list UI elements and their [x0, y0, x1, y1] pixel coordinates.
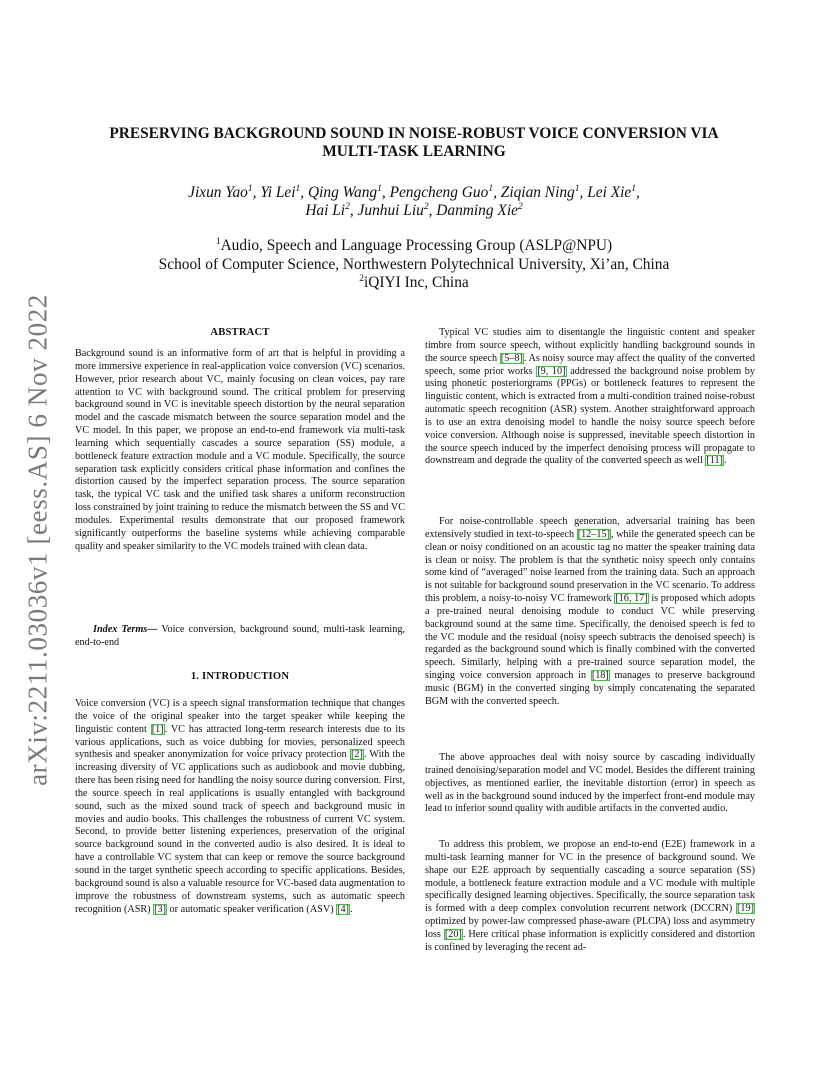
affiliation-1-name: Audio, Speech and Language Processing Group (ASLP@NPU): [220, 237, 613, 254]
citation-link[interactable]: [1]: [151, 723, 164, 735]
author-name: Yi Lei: [260, 184, 296, 201]
index-terms-label: Index Terms—: [93, 624, 158, 635]
author-affiliation-mark: 1: [574, 184, 580, 194]
author-affiliation-mark: 1: [377, 184, 382, 194]
citation-link[interactable]: [11]: [706, 455, 723, 467]
paragraph-text: Voice conversion (VC) is a speech signal transformation technique that changes the voice of the original speaker into the target speaker while keeping the linguistic content: [75, 698, 405, 735]
arxiv-identifier: arXiv:2211.03036v1 [eess.AS] 6 Nov 2022: [22, 294, 53, 786]
citation-link[interactable]: [20]: [444, 928, 462, 940]
authors-line-1: Jixun Yao$^1$, Yi Lei$^1$, Qing Wang$^1$, Pengcheng Guo$^1$, Ziqian Ning$^1$, Lei Xie$^1$,: [188, 184, 640, 201]
author-name: Ziqian Ning: [500, 184, 575, 201]
citation-link[interactable]: [4]: [337, 903, 350, 915]
paragraph-text: . VC has attracted long-term research interests due to its various applications, such as voice dubbing for movies, personalized speech synthesis and speaker anonymization for voice privacy protection: [75, 723, 406, 761]
affiliations: [80, 237, 748, 293]
paragraph-text: addressed the background noise problem by using phonetic posteriorgrams (PPGs) or bottleneck features to represent the linguistic content, which is extracted from a multi-condition trained noise-robust automatic speech recognition (ASR) system. Another straightforward approach is to use an extra denoising model to handle the noisy source speech before voice conversion. Although noise is suppressed, inevitable speech distortion in the source speech induced by the imperfect denoising process will propagate to downstream and degrade the quality of the converted speech as well: [425, 365, 755, 467]
citation-link[interactable]: [18]: [591, 670, 609, 682]
affiliation-mark: 2: [359, 274, 365, 284]
citation-link[interactable]: [12–15]: [577, 528, 610, 540]
paragraph-text: optimized by power-law compressed phase-aware (PLCPA) loss and asymmetry loss: [425, 916, 755, 940]
introduction-heading: 1. INTRODUCTION: [190, 671, 290, 682]
paragraph-text: is proposed which adopts a pre-trained neural denoising module to conduct VC while preserving background sound at the same time. Specifically, the denoised speech is fed to the VC module and the residual (noisy speech subtracts the denoised speech) is regarded as the background sound which is finally combined with the converted speech. Similarly, helping with a pre-trained source separation model, the singing voice conversion approach in: [425, 593, 755, 682]
author-affiliation-mark: 2: [423, 202, 429, 212]
author-name: Jixun Yao: [188, 184, 248, 201]
citation-link[interactable]: [19]: [737, 903, 754, 915]
paragraph-text: .: [350, 903, 353, 915]
affiliation-1-school: School of Computer Science, Northwestern Polytechnical University, Xi’an, China: [158, 255, 670, 273]
paragraph-text: To address this problem, we propose an end-to-end (E2E) framework in a multi-task learning manner for VC in the presence of background sound. We shape our E2E approach by sequentially cascading a source separation (SS) module, a bottleneck feature extraction module and a VC module with multiple specifically designed learning objectives. Specifically, the source separation task is formed with a deep complex convolution recurrent network (DCCRN): [425, 839, 755, 915]
citation-link[interactable]: [16, 17]: [615, 593, 648, 605]
citation-link[interactable]: [2]: [350, 749, 363, 761]
author-affiliation-mark: 2: [345, 202, 350, 212]
title-line-2: MULTI-TASK LEARNING: [322, 143, 506, 160]
index-terms-text: Voice conversion, background sound, multi-task learning, end-to-end: [75, 624, 405, 648]
title-line-1: PRESERVING BACKGROUND SOUND IN NOISE-ROBUST VOICE CONVERSION VIA: [109, 125, 719, 142]
author-name: Qing Wang: [308, 184, 378, 201]
citation-link[interactable]: [5–8]: [500, 352, 523, 364]
author-name: Danming Xie: [436, 202, 518, 219]
affiliation-1: [80, 237, 748, 256]
paragraph-text: . As noisy source may affect the quality of the converted speech, some prior works: [425, 352, 755, 377]
abstract-text: Background sound is an informative form of art that is helpful in providing a more immersive experience in real-application voice conversion (VC) scenarios. However, prior research about VC, mainly focusing on clean voices, pay rare attention to VC with background sound. The critical problem for preserving background sound in VC is inevitable speech distortion by the neural separation model and the cascade mismatch between the source separation model and the VC model. In this paper, we propose an end-to-end framework via multi-task learning which sequentially cascades a source separation (SS) module, a bottleneck feature extraction module and a VC module. Specifically, the source separation task explicitly considers critical phase information and confines the distortion caused by the imperfect separation process. The source separation task, the typical VC task and the unified task shares a uniform reconstruction loss constrained by joint training to reduce the mismatch between the SS and VC modules. Experimental results demonstrate that our proposed framework significantly outperforms the baseline systems while achieving comparable quality and speaker similarity to the VC models trained with clean data.: [75, 348, 405, 552]
paragraph-text: .: [723, 455, 727, 467]
authors-line-2: Hai Li$^2$, Junhui Liu$^2$, Danming Xie$^2$: [305, 202, 523, 219]
affiliation-2: [80, 274, 748, 293]
author-name: Pengcheng Guo: [389, 184, 489, 201]
citation-link[interactable]: [3]: [154, 903, 166, 915]
author-affiliation-mark: 1: [295, 184, 301, 194]
affiliation-2-name: iQIYI Inc, China: [364, 274, 469, 291]
affiliation-mark: 1: [215, 237, 221, 247]
paragraph-text: , while the generated speech can be clean or noisy conditioned on an acoustic tag no matter the speaker training data is clean or noisy. The problem is that the synthetic noisy speech only contains some kind of “averaged” noise learned from the training data. Such an approach is not suitable for background sound preservation in the VC scenario. To address this problem, a noisy-to-noisy VC framework: [425, 528, 756, 605]
intro-paragraph-prior-work: [425, 327, 755, 468]
author-affiliation-mark: 1: [488, 184, 494, 194]
introduction-paragraph: [75, 698, 405, 916]
paragraph-text: . Here critical phase information is explicitly considered and distortion is confined by leveraging the recent ad-: [425, 928, 756, 953]
author-name: Lei Xie: [587, 184, 632, 201]
intro-paragraph-proposal: [425, 839, 755, 955]
paragraph-text: Typical VC studies aim to disentangle the linguistic content and speaker timbre from source speech, without explicitly handling background sounds in the source speech: [425, 327, 755, 364]
intro-paragraph-noise-control: [425, 516, 755, 709]
paragraph-text: . With the increasing diversity of VC applications such as audiobook and movie dubbing, there has been rising need for handling the noisy source during conversion. First, the source speech in real applications is usually entangled with background sound, such as the mixed sound track of speech and background music in movies and audio books. This challenges the robustness of current VC system. Second, to provide better listening experiences, preservation of the original source background sound in the converted audio is also desired. It is ideal to have a controllable VC system that can keep or remove the source background sound in the target synthetic speech according to specific applications. Besides, background sound is also a valuable resource for VC-based data augmentation to improve the robustness of downstream systems, such as automatic speech recognition (ASR): [75, 749, 405, 915]
arxiv-stamp: [8, 180, 68, 900]
author-affiliation-mark: 1: [247, 184, 253, 194]
author-affiliation-mark: 2: [517, 202, 523, 212]
author-affiliation-mark: 1: [631, 184, 636, 194]
author-name: Junhui Liu: [357, 202, 424, 219]
intro-paragraph-cascade: [425, 752, 755, 816]
paragraph-text: The above approaches deal with noisy source by cascading individually trained denoising/separation model and VC model. Besides the different training objectives, as mentioned earlier, the inevitable distortion (error) in speech as well as in the background sound induced by the imperfect front-end module may lead to inferior sound quality with audible artifacts in the converted audio.: [425, 752, 755, 815]
citation-link[interactable]: [9, 10]: [537, 365, 566, 377]
paper-title: [80, 125, 748, 161]
author-name: Hai Li: [305, 202, 346, 219]
paragraph-text: For noise-controllable speech generation, adversarial training has been extensively studied in text-to-speech: [425, 516, 755, 540]
paragraph-text: or automatic speaker verification (ASV): [166, 903, 337, 915]
paragraph-text: manages to preserve background music (BGM) in the converted singing by simply concatenating the separated BGM with the converted speech.: [425, 670, 755, 707]
author-list: [80, 184, 748, 220]
abstract-heading: ABSTRACT: [210, 327, 270, 338]
index-terms: [75, 624, 405, 650]
